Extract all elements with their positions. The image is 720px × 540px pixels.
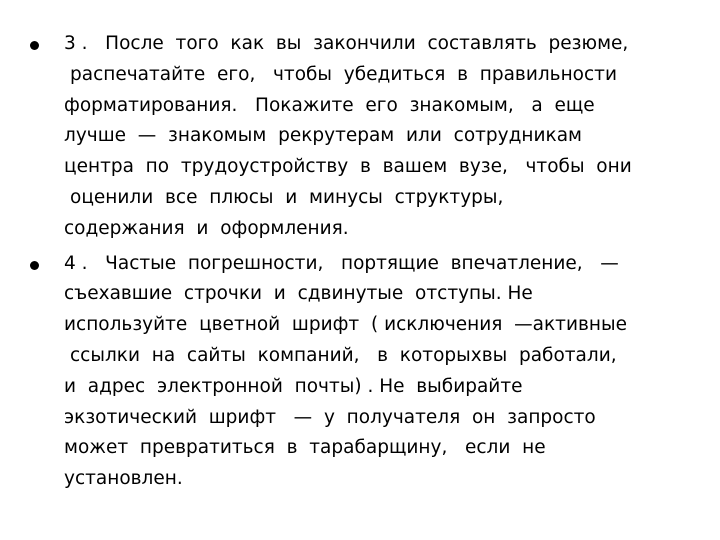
text-line: установлен. (64, 468, 183, 490)
bullet-item-4 (30, 249, 700, 495)
text-line: лучше — знакомым рекрутерам или сотрудникам (64, 125, 582, 147)
text-line: форматирования. Покажите его знакомым, а еще (64, 94, 595, 116)
text-line: центра по трудоустройству в вашем вузе, чтобы они (64, 156, 632, 178)
text-line: распечатайте его, чтобы убедиться в правильности (70, 63, 617, 85)
text-line: экзотический шрифт — у получателя он запросто (64, 406, 596, 428)
bullet-dot-icon (30, 41, 39, 50)
text-line: содержания и оформления. (64, 217, 349, 239)
bullet-dot-icon (30, 261, 39, 270)
text-line: и адрес электронной почты) . Не выбирайте (64, 375, 523, 397)
text-line: может превратиться в тарабарщину, если не (64, 437, 546, 459)
bullet-list (30, 29, 700, 499)
text-line: ссылки на сайты компаний, в которыхвы работали, (70, 344, 617, 366)
text-line: съехавшие строчки и сдвинутые отступы. Не (64, 283, 533, 305)
bullet-item-3 (30, 29, 700, 245)
text-line: 4 . Частые погрешности, портящие впечатление, — (64, 252, 619, 274)
text-line: оценили все плюсы и минусы структуры, (70, 186, 504, 208)
text-line: используйте цветной шрифт ( исключения —активные (64, 314, 627, 336)
text-line: 3 . После того как вы закончили составлять резюме, (64, 33, 629, 54)
